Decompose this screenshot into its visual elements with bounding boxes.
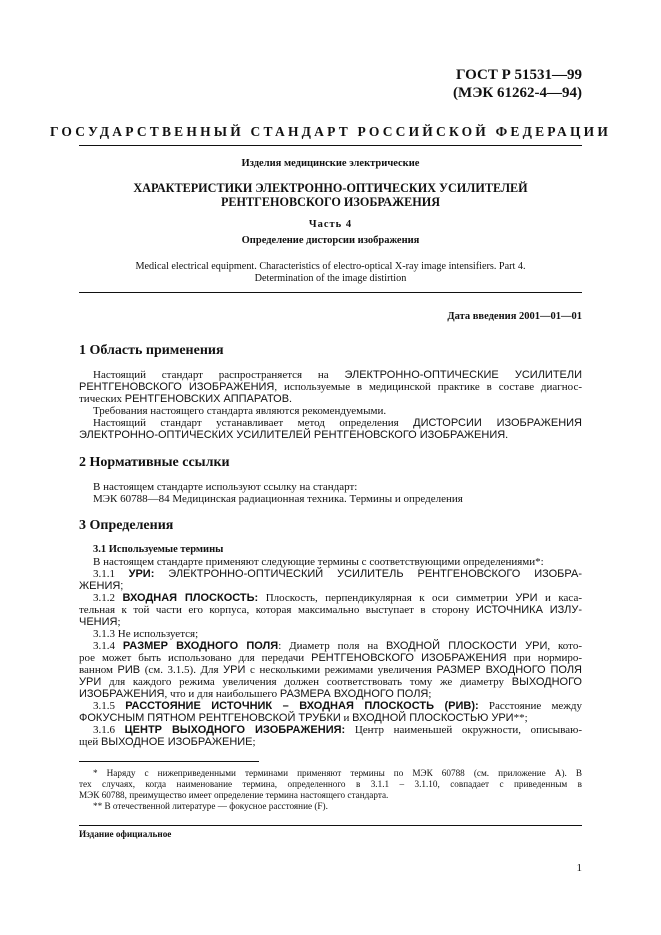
- title-line: ХАРАКТЕРИСТИКИ ЭЛЕКТРОННО-ОПТИЧЕСКИХ УСИЛИТЕЛЕЙ: [133, 181, 528, 195]
- title-line: РЕНТГЕНОВСКОГО ИЗОБРАЖЕНИЯ: [220, 195, 441, 209]
- paragraph: Настоящий стандарт распространяется на ЭЛЕКТРОННО-ОПТИЧЕСКИЕ УСИЛИТЕЛИ: [93, 369, 582, 381]
- term-3-1-3: 3.1.3 Не используется;: [93, 628, 199, 640]
- paragraph: тических РЕНТГЕНОВСКИХ АППАРАТОВ.: [79, 393, 292, 405]
- state-standard-banner: ГОСУДАРСТВЕННЫЙ СТАНДАРТ РОССИЙСКОЙ ФЕДЕРАЦИИ: [49, 124, 612, 139]
- term-3-1-6-cont: щей ВЫХОДНОЕ ИЗОБРАЖЕНИЕ;: [79, 736, 256, 748]
- english-title-line: Determination of the image distirtion: [254, 273, 407, 284]
- english-title-line: Medical electrical equipment. Characteristics of electro-optical X-ray image intensifiers. Part 4.: [135, 261, 526, 272]
- header-rule: [79, 145, 582, 146]
- term-3-1-5-cont: ФОКУСНЫМ ПЯТНОМ РЕНТГЕНОВСКОЙ ТРУБКИ и ВХОДНОЙ ПЛОСКОСТЬЮ УРИ**;: [79, 712, 528, 724]
- term-3-1-5: 3.1.5 РАССТОЯНИЕ ИСТОЧНИК – ВХОДНАЯ ПЛОСКОСТЬ (РИВ): Расстояние между: [93, 700, 583, 712]
- term-3-1-1: 3.1.1 УРИ: ЭЛЕКТРОННО-ОПТИЧЕСКИЙ УСИЛИТЕЛЬ РЕНТГЕНОВСКОГО ИЗОБРА-: [93, 568, 583, 580]
- english-title: [79, 261, 582, 285]
- paragraph: Настоящий стандарт устанавливает метод определения ДИСТОРСИИ ИЗОБРАЖЕНИЯ: [93, 417, 583, 429]
- term-3-1-2-cont: ЧЕНИЯ;: [79, 616, 121, 628]
- paragraph: РЕНТГЕНОВСКОГО ИЗОБРАЖЕНИЯ, используемые в медицинской практике в составе диагнос-: [79, 381, 583, 393]
- term-3-1-1-cont: ЖЕНИЯ;: [79, 580, 124, 592]
- part-number: Часть 4: [308, 219, 353, 230]
- standard-category: Изделия медицинские электрические: [241, 158, 420, 169]
- standard-subtitle: Определение дисторсии изображения: [241, 235, 420, 246]
- term-3-1-4-cont: ИЗОБРАЖЕНИЯ, что и для наибольшего РАЗМЕРА ВХОДНОГО ПОЛЯ;: [79, 688, 432, 700]
- term-3-1-4-cont: рое может быть использовано для передачи РЕНТГЕНОВСКОГО ИЗОБРАЖЕНИЯ при нормиро-: [79, 652, 582, 664]
- term-3-1-2: 3.1.2 ВХОДНАЯ ПЛОСКОСТЬ: Плоскость, перпендикулярная к оси симметрии УРИ и каса-: [93, 592, 582, 604]
- iec-code: (МЭК 61262-4—94): [453, 85, 582, 101]
- introduction-date: Дата введения 2001—01—01: [447, 311, 582, 322]
- footnote-1-cont: тех случаях, когда наименование термина, определенного в 3.1.1 – 3.1.10, совпадает с приведенным в: [79, 779, 582, 789]
- footnote-1: * Наряду с нижеприведенными терминами применяют термины по МЭК 60788 (см. приложение А). В: [93, 768, 582, 778]
- subsection-heading: 3.1 Используемые термины: [93, 544, 224, 555]
- paragraph: МЭК 60788—84 Медицинская радиационная техника. Термины и определения: [93, 493, 463, 505]
- term-3-1-4-cont: УРИ для каждого режима увеличения должен соответствовать тому же диаметру ВЫХОДНОГО: [79, 676, 582, 688]
- gost-code-block: [453, 66, 582, 102]
- term-3-1-4: 3.1.4 РАЗМЕР ВХОДНОГО ПОЛЯ: Диаметр поля на ВХОДНОЙ ПЛОСКОСТИ УРИ, кото-: [93, 640, 582, 652]
- footer-rule: [79, 825, 582, 826]
- term-3-1-6: 3.1.6 ЦЕНТР ВЫХОДНОГО ИЗОБРАЖЕНИЯ: Центр наименьшей окружности, описываю-: [93, 724, 583, 736]
- term-3-1-2-cont: тельная к той части его корпуса, которая максимально выступает в сторону ИСТОЧНИКА ИЗЛУ-: [79, 604, 583, 616]
- footnote-1-cont: МЭК 60788, преимущество имеет определение термина настоящего стандарта.: [79, 790, 389, 800]
- edition-label: Издание официальное: [79, 829, 172, 839]
- section-3-heading: 3 Определения: [79, 518, 174, 533]
- standard-title: [0, 181, 661, 209]
- gost-code: ГОСТ Р 51531—99: [455, 67, 582, 83]
- footnote-rule: [79, 761, 259, 762]
- paragraph: В настоящем стандарте применяют следующие термины с соответствующими определениями*:: [93, 556, 544, 568]
- paragraph: В настоящем стандарте используют ссылку на стандарт:: [93, 481, 358, 493]
- footnote-2: ** В отечественной литературе — фокусное расстояние (F).: [93, 801, 328, 811]
- title-rule: [79, 292, 582, 293]
- paragraph: ЭЛЕКТРОННО-ОПТИЧЕСКИХ УСИЛИТЕЛЕЙ РЕНТГЕНОВСКОГО ИЗОБРАЖЕНИЯ.: [79, 429, 508, 441]
- paragraph: Требования настоящего стандарта являются рекомендуемыми.: [93, 405, 387, 417]
- section-1-heading: 1 Область применения: [79, 343, 224, 358]
- section-2-heading: 2 Нормативные ссылки: [79, 455, 230, 470]
- page-number: 1: [576, 862, 582, 874]
- term-3-1-4-cont: ванном РИВ (см. 3.1.5). Для УРИ с несколькими режимами увеличения РАЗМЕР ВХОДНОГО ПОЛЯ: [79, 664, 582, 676]
